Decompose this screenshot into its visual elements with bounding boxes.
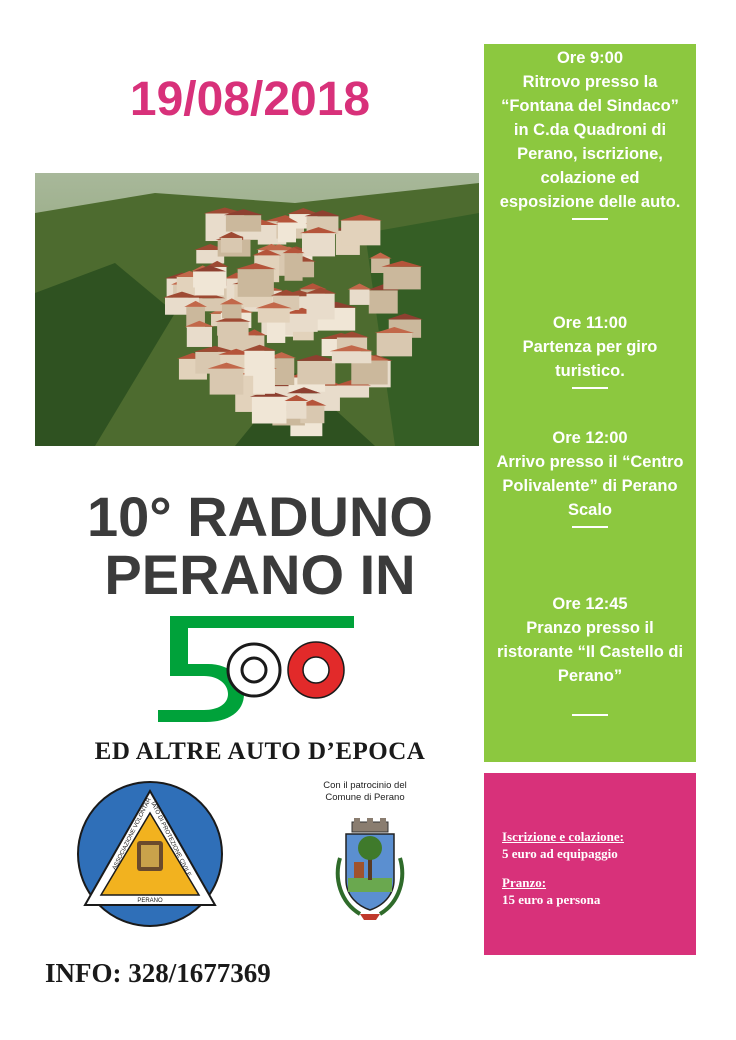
- photo-house: [307, 294, 335, 320]
- photo-house: [187, 327, 212, 347]
- photo-house: [341, 221, 380, 246]
- prices-panel: [484, 773, 696, 955]
- photo-house: [369, 290, 398, 313]
- price-label-lunch: Pranzo:: [502, 875, 547, 890]
- schedule-divider: [572, 526, 608, 528]
- fiat-500-logo: [158, 612, 358, 724]
- schedule-divider: [572, 387, 608, 389]
- schedule-text: Arrivo presso il “Centro Polivalente” di Perano Scalo: [496, 453, 684, 519]
- schedule-divider: [572, 714, 608, 716]
- patronage-line-2: Comune di Perano: [325, 792, 405, 803]
- info-contact: INFO: 328/1677369: [45, 958, 271, 988]
- patronage-note: [310, 780, 420, 804]
- photo-house: [226, 215, 261, 231]
- photo-house: [252, 397, 287, 424]
- title-line-2: PERANO IN: [104, 543, 416, 606]
- photo-house: [217, 322, 248, 336]
- schedule-time: Ore 9:00: [556, 49, 624, 67]
- schedule-item: [484, 426, 696, 528]
- photo-house: [377, 333, 412, 356]
- civil-protection-bottom-text: PERANO: [137, 898, 163, 904]
- schedule-panel: [484, 44, 696, 762]
- price-label-registration: Iscrizione e colazione:: [502, 829, 625, 844]
- title-line-1: 10° RADUNO: [86, 485, 433, 548]
- schedule-time: Ore 12:00: [552, 429, 628, 447]
- photo-house: [278, 223, 296, 243]
- civil-protection-ring-text: ASSOCIAZIONE VOLONTARIATO DI PROTEZIONE CIVILE: [111, 797, 192, 878]
- schedule-time: Ore 12:45: [552, 595, 628, 613]
- photo-house: [351, 361, 387, 385]
- schedule-item: [484, 46, 696, 220]
- photo-house: [195, 271, 224, 295]
- schedule-item: [484, 311, 696, 389]
- photo-house: [286, 401, 306, 419]
- schedule-divider: [572, 218, 608, 220]
- photo-house: [210, 369, 244, 395]
- photo-house: [222, 304, 241, 318]
- patronage-line-1: Con il patrocinio del: [323, 780, 407, 791]
- schedule-text: Ritrovo presso la “Fontana del Sindaco” in C.da Quadroni di Perano, iscrizione, colazione ed esposizione delle auto.: [499, 73, 681, 211]
- photo-house: [221, 238, 242, 253]
- event-title: [30, 485, 490, 606]
- photo-house: [302, 233, 335, 256]
- price-value-lunch: 15 euro a persona: [502, 892, 601, 907]
- photo-house: [285, 253, 303, 281]
- photo-house: [337, 385, 369, 397]
- event-date: 19/08/2018: [129, 73, 371, 126]
- town-photo: [35, 173, 479, 446]
- schedule-text: Partenza per giro turistico.: [522, 338, 658, 380]
- photo-house: [297, 361, 335, 385]
- schedule-time: Ore 11:00: [552, 314, 628, 332]
- photo-house: [350, 290, 370, 305]
- schedule-item: [484, 592, 696, 716]
- photo-house: [244, 351, 274, 376]
- price-value-registration: 5 euro ad equipaggio: [502, 846, 618, 861]
- perano-coat-of-arms: [330, 818, 410, 928]
- schedule-text: Pranzo presso il ristorante “Il Castello di Perano”: [496, 619, 684, 685]
- photo-house: [238, 269, 274, 297]
- photo-house: [332, 351, 372, 363]
- photo-house: [258, 308, 290, 322]
- event-subtitle: ED ALTRE AUTO D’EPOCA: [94, 738, 426, 765]
- photo-house: [383, 267, 420, 290]
- civil-protection-logo: [75, 779, 225, 929]
